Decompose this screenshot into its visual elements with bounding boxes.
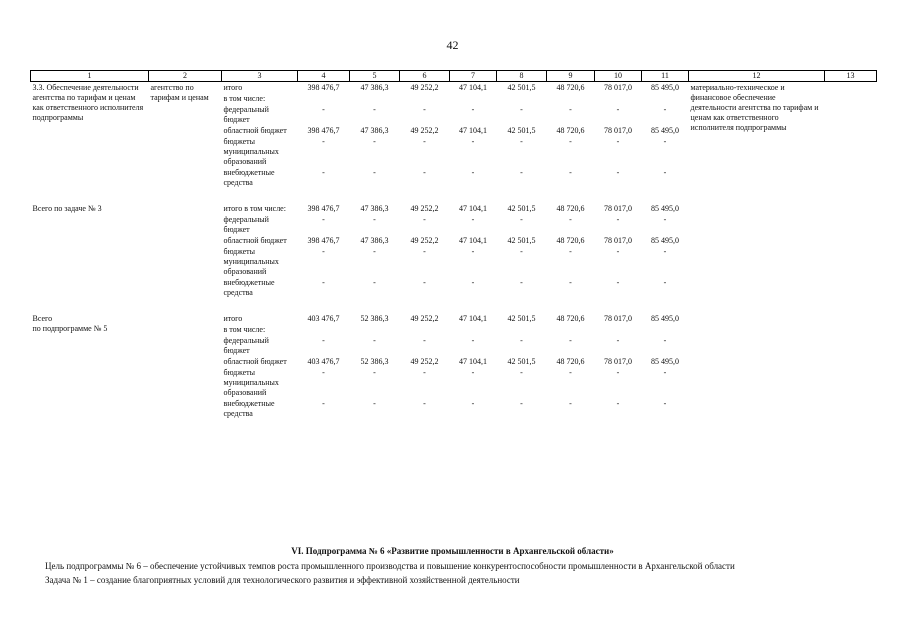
amount-cell: - [520,278,523,287]
amount-cell: 52 386,3 [360,357,389,366]
amount-cell: 49 252,2 [410,357,439,366]
amount-cell [298,93,350,104]
amount-cell: - [663,336,667,345]
column-number: 4 [298,71,350,82]
amount-cell: - [663,168,667,177]
amount-cell: 85 495,0 [651,83,679,92]
column-number: 12 [689,71,825,82]
amount-cell: 85 495,0 [651,357,679,366]
funding-source-cell: в том числе: [223,94,266,103]
amount-cell: - [471,137,475,146]
amount-cell: 47 104,1 [459,236,487,245]
amount-cell: 48 720,6 [556,236,585,245]
amount-cell: - [616,215,620,224]
amount-cell: 42 501,5 [507,204,536,213]
amount-cell: 398 476,7 [307,126,340,135]
amount-cell: 78 017,0 [604,357,632,366]
funding-source-cell: бюджеты муниципальных образований [223,137,279,166]
funding-source-cell: областной бюджет [223,357,287,366]
amount-cell [595,93,642,104]
amount-cell: - [373,278,376,287]
amount-cell: - [520,368,523,377]
amount-cell: 47 104,1 [459,204,487,213]
amount-cell: - [520,336,523,345]
column-number: 11 [642,71,689,82]
activity-name-cell: Всего по задаче № 3 [32,204,102,213]
column-number-row [31,71,877,82]
amount-cell: - [322,137,325,146]
amount-cell: - [520,247,523,256]
amount-cell: 42 501,5 [507,83,536,92]
amount-cell: 48 720,6 [556,204,585,213]
column-number: 8 [497,71,547,82]
executor-cell [149,313,222,419]
amount-cell: - [423,105,426,114]
amount-cell: 85 495,0 [651,204,679,213]
amount-cell: 49 252,2 [410,83,439,92]
amount-cell: - [322,399,325,408]
amount-cell: - [569,336,572,345]
amount-cell: - [569,137,572,146]
amount-cell: - [569,278,572,287]
amount-cell: - [520,137,523,146]
column-number: 3 [222,71,298,82]
amount-cell: - [322,105,325,114]
amount-cell: - [663,137,667,146]
amount-cell: 398 476,7 [307,204,340,213]
amount-cell: 85 495,0 [651,314,679,323]
amount-cell: 85 495,0 [651,236,679,245]
amount-cell: 47 104,1 [459,126,487,135]
amount-cell: 47 386,3 [360,83,389,92]
column-number: 10 [595,71,642,82]
funding-source-cell: внебюджетные средства [223,168,275,187]
amount-cell: 78 017,0 [604,83,632,92]
amount-cell [497,324,547,335]
amount-cell [400,93,450,104]
amount-cell: - [322,215,325,224]
amount-cell: - [322,278,325,287]
amount-cell: 78 017,0 [604,204,632,213]
amount-cell: 42 501,5 [507,357,536,366]
amount-cell: 47 386,3 [360,236,389,245]
amount-cell: - [471,168,475,177]
column-number: 2 [149,71,222,82]
amount-cell: - [423,247,426,256]
amount-cell: - [471,215,475,224]
expected-result-cell [689,203,825,298]
funding-source-cell: итого в том числе: [223,204,286,213]
funding-source-cell: бюджеты муниципальных образований [223,247,279,276]
amount-cell [350,93,400,104]
amount-cell: - [616,368,620,377]
table-row [31,203,877,214]
amount-cell [642,324,689,335]
amount-cell: 78 017,0 [604,126,632,135]
amount-cell: - [423,137,426,146]
funding-source-cell: итого [223,314,243,323]
amount-cell: 47 386,3 [360,126,389,135]
amount-cell: 398 476,7 [307,236,340,245]
amount-cell [547,93,595,104]
goal-text: Цель подпрограммы № 6 – обеспечение устойчивых темпов роста промышленного производства и повышение конкурентоспособности промышленности в Архангельской области [45,561,735,571]
amount-cell: 47 104,1 [459,357,487,366]
amount-cell: - [569,399,572,408]
amount-cell [642,93,689,104]
amount-cell [497,93,547,104]
amount-cell: - [616,247,620,256]
amount-cell: - [423,399,426,408]
amount-cell: - [616,336,620,345]
executor-cell [149,203,222,298]
column-number: 9 [547,71,595,82]
amount-cell [350,324,400,335]
amount-cell: - [663,215,667,224]
amount-cell: - [663,399,667,408]
column-13-cell [825,313,877,419]
spacer-row [31,188,877,203]
funding-source-cell: областной бюджет [223,236,287,245]
amount-cell: - [322,247,325,256]
amount-cell: 398 476,7 [307,83,340,92]
amount-cell: - [423,278,426,287]
amount-cell: - [569,247,572,256]
amount-cell: 42 501,5 [507,126,536,135]
amount-cell: 49 252,2 [410,314,439,323]
table-body [31,82,877,420]
column-number: 1 [31,71,149,82]
amount-cell: - [373,247,376,256]
amount-cell: - [569,368,572,377]
amount-cell [298,324,350,335]
amount-cell: - [663,368,667,377]
amount-cell: 78 017,0 [604,314,632,323]
funding-source-cell: областной бюджет [223,126,287,135]
amount-cell: - [471,247,475,256]
amount-cell: 48 720,6 [556,314,585,323]
amount-cell: 48 720,6 [556,357,585,366]
spacer-row [31,298,877,313]
amount-cell: - [322,336,325,345]
amount-cell: - [471,278,475,287]
amount-cell: - [373,368,376,377]
amount-cell: - [423,168,426,177]
amount-cell: 403 476,7 [307,314,340,323]
budget-table [30,70,877,419]
amount-cell: - [373,336,376,345]
expected-result-cell [689,313,825,419]
column-number: 6 [400,71,450,82]
funding-source-cell: федеральный бюджет [223,336,269,355]
amount-cell [547,324,595,335]
amount-cell: 47 104,1 [459,83,487,92]
amount-cell [450,324,497,335]
column-number: 5 [350,71,400,82]
table-row [31,82,877,94]
expected-result-cell: материально-техническое и финансовое обеспечение деятельности агентства по тарифам и ценам как ответственного исполнителя подпрограммы [690,83,819,132]
amount-cell: - [423,215,426,224]
amount-cell: - [520,215,523,224]
amount-cell: - [471,399,475,408]
column-13-cell [825,203,877,298]
funding-source-cell: внебюджетные средства [223,278,275,297]
amount-cell: - [616,137,620,146]
column-number-header [31,71,877,82]
page-number: 42 [446,38,459,52]
amount-cell: 47 104,1 [459,314,487,323]
amount-cell: - [663,278,667,287]
amount-cell: - [373,168,376,177]
amount-cell: 48 720,6 [556,126,585,135]
amount-cell: - [520,168,523,177]
amount-cell: - [616,278,620,287]
funding-source-cell: итого [223,83,243,92]
amount-cell: 52 386,3 [360,314,389,323]
amount-cell: 42 501,5 [507,236,536,245]
amount-cell: - [322,368,325,377]
amount-cell: 49 252,2 [410,126,439,135]
amount-cell [400,324,450,335]
amount-cell: - [471,336,475,345]
amount-cell: 78 017,0 [604,236,632,245]
amount-cell: - [373,399,376,408]
amount-cell: 42 501,5 [507,314,536,323]
amount-cell: - [520,399,523,408]
amount-cell: - [520,105,523,114]
amount-cell: - [423,368,426,377]
column-13-cell [825,82,877,189]
amount-cell: 48 720,6 [556,83,585,92]
column-number: 7 [450,71,497,82]
amount-cell [595,324,642,335]
amount-cell: - [569,105,572,114]
amount-cell: 49 252,2 [410,204,439,213]
amount-cell: - [373,215,376,224]
amount-cell: - [322,168,325,177]
amount-cell: - [471,368,475,377]
amount-cell: - [616,399,620,408]
amount-cell: - [423,336,426,345]
funding-source-cell: федеральный бюджет [223,215,269,234]
amount-cell: 85 495,0 [651,126,679,135]
amount-cell: - [373,105,376,114]
executor-cell: агентство по тарифам и ценам [150,83,209,102]
amount-cell: - [471,105,475,114]
amount-cell: - [616,168,620,177]
amount-cell: - [373,137,376,146]
amount-cell: - [569,215,572,224]
funding-source-cell: бюджеты муниципальных образований [223,368,279,397]
spacer-cell [31,298,877,313]
amount-cell [450,93,497,104]
activity-name-cell: Всего по подпрограмме № 5 [32,314,108,333]
funding-source-cell: в том числе: [223,325,266,334]
funding-source-cell: федеральный бюджет [223,105,269,124]
task-text: Задача № 1 – создание благоприятных условий для технологического развития и эффективной хозяйственной деятельности [45,575,520,585]
amount-cell: - [569,168,572,177]
funding-source-cell: внебюджетные средства [223,399,275,418]
amount-cell: 403 476,7 [307,357,340,366]
section-heading: VI. Подпрограмма № 6 «Развитие промышленности в Архангельской области» [291,546,614,556]
amount-cell: - [663,105,667,114]
amount-cell: - [616,105,620,114]
amount-cell: 49 252,2 [410,236,439,245]
activity-name-cell: 3.3. Обеспечение деятельности агентства по тарифам и ценам как ответственного исполнителя подпрограммы [32,83,144,122]
table-row [31,313,877,324]
amount-cell: - [663,247,667,256]
column-number: 13 [825,71,877,82]
spacer-cell [31,188,877,203]
amount-cell: 47 386,3 [360,204,389,213]
